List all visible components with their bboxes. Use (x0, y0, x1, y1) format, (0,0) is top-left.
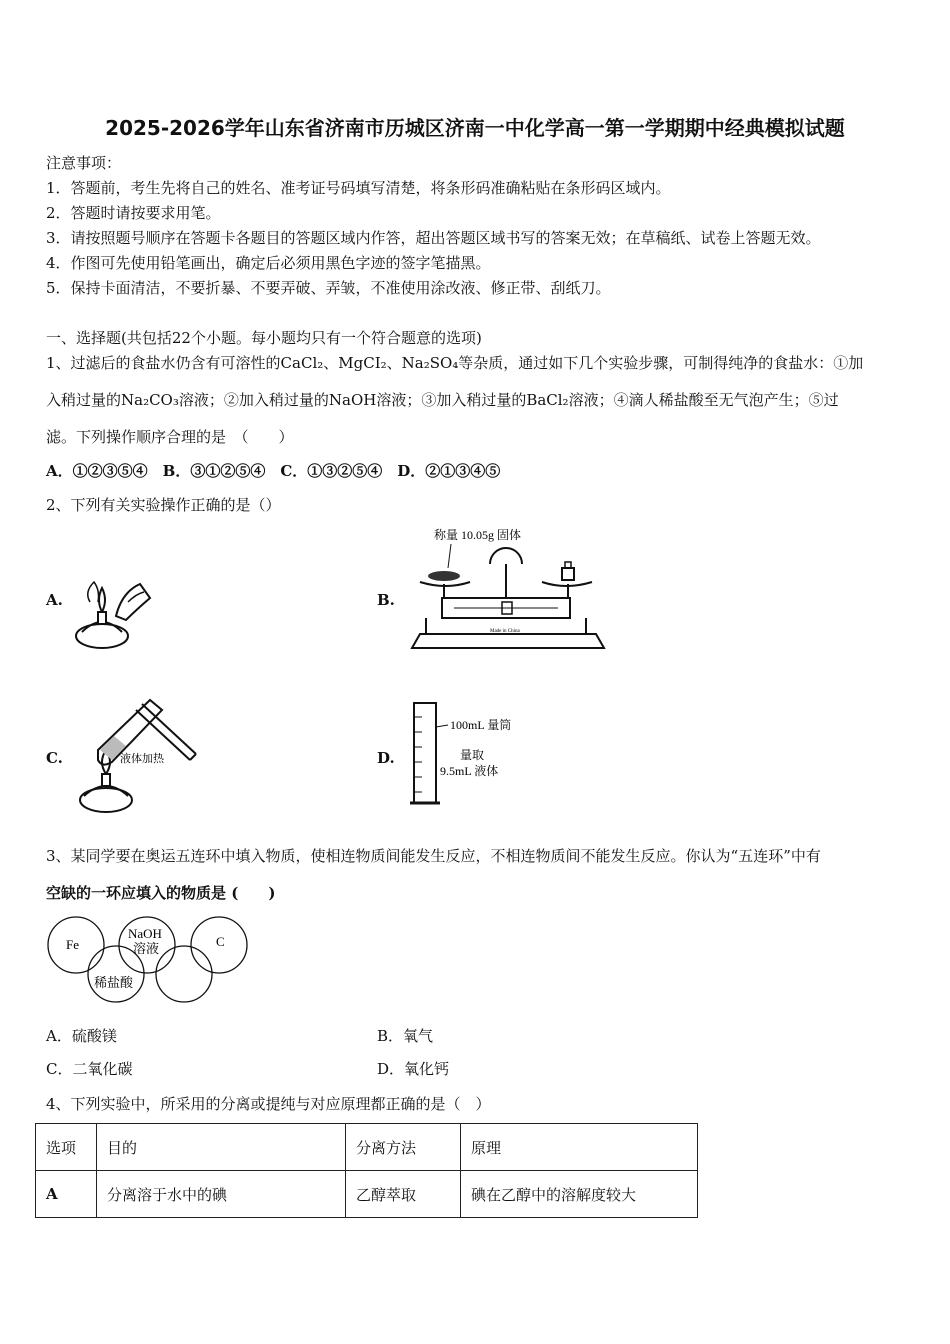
q2-option-a-label: A. (46, 591, 63, 609)
notice-item: 2．答题时请按要求用笔。 (46, 204, 221, 222)
q3-stem-line: 3、某同学要在奥运五连环中填入物质，使相连物质间能发生反应，不相连物质间不能发生反应。你认为“五连环”中有 (46, 847, 821, 865)
ring-hcl-label: 稀盐酸 (94, 975, 134, 990)
q1-options: A．①②③⑤④ B．③①②⑤④ C．①③②⑤④ D．②①③④⑤ (46, 462, 501, 480)
q2-option-d-label: D. (377, 749, 395, 767)
table-header-cell: 目的 (97, 1124, 346, 1171)
q3-stem-line: 空缺的一环应填入的物质是 ( ) (46, 884, 276, 902)
q3-option-a: A．硫酸镁 (46, 1027, 117, 1045)
cylinder-caption: 量取 (460, 748, 485, 762)
table-header-row (36, 1124, 698, 1171)
graduated-cylinder-figure (404, 697, 534, 809)
cylinder-caption: 100mL 量筒 (450, 718, 512, 732)
five-rings-figure (44, 914, 254, 1006)
ring-naoh-label: NaOH (128, 926, 162, 941)
heating-liquid-figure (70, 688, 202, 820)
heating-caption: 液体加热 (120, 753, 164, 765)
alcohol-lamp-lighting-figure (70, 572, 160, 654)
table-header-cell: 选项 (36, 1124, 97, 1171)
table-cell: A (36, 1171, 97, 1218)
table-cell: 乙醇萃取 (346, 1171, 461, 1218)
notice-item: 3．请按照题号顺序在答题卡各题目的答题区域内作答，超出答题区域书写的答案无效；在草稿纸、试卷上答题无效。 (46, 229, 821, 247)
q2-option-c-label: C. (46, 749, 63, 767)
notice-heading: 注意事项： (46, 154, 122, 172)
ring-c-label: C (216, 934, 225, 949)
table-header-cell: 分离方法 (346, 1124, 461, 1171)
balance-caption: 称量 10.05g 固体 (434, 528, 522, 542)
table-cell: 分离溶于水中的碘 (97, 1171, 346, 1218)
balance-maker-text: Made in China (490, 629, 520, 634)
table-row (36, 1171, 698, 1218)
q1-stem-line: 滤。下列操作顺序合理的是 （ ） (46, 428, 294, 446)
q1-stem-line: 入稍过量的Na₂CO₃溶液；②加入稍过量的NaOH溶液；③加入稍过量的BaCl₂溶液；④滴人稀盐酸至无气泡产生；⑤过 (46, 391, 839, 409)
q4-table (35, 1123, 698, 1218)
ring-fe-label: Fe (66, 937, 79, 952)
section-heading: 一、选择题(共包括22个小题。每小题均只有一个符合题意的选项) (46, 329, 482, 347)
notice-item: 5．保持卡面清洁，不要折暴、不要弄破、弄皱，不准使用涂改液、修正带、刮纸刀。 (46, 279, 611, 297)
q2-stem: 2、下列有关实验操作正确的是（） (46, 496, 281, 514)
table-header-cell: 原理 (461, 1124, 698, 1171)
q4-stem: 4、下列实验中，所采用的分离或提纯与对应原理都正确的是（ ） (46, 1095, 491, 1113)
q1-stem-line: 1、过滤后的食盐水仍含有可溶性的CaCl₂、MgCI₂、Na₂SO₄等杂质，通过如下几个实验步骤，可制得纯净的食盐水：①加 (46, 354, 864, 372)
table-cell: 碘在乙醇中的溶解度较大 (461, 1171, 698, 1218)
q3-option-c: C．二氧化碳 (46, 1060, 133, 1078)
balance-scale-figure (406, 524, 610, 654)
q3-option-b: B．氧气 (377, 1027, 434, 1045)
page-title: 2025-2026学年山东省济南市历城区济南一中化学高一第一学期期中经典模拟试题 (105, 116, 845, 140)
cylinder-caption: 9.5mL 液体 (440, 764, 499, 778)
q2-option-b-label: B. (377, 591, 395, 609)
notice-item: 4．作图可先使用铅笔画出，确定后必须用黑色字迹的签字笔描黑。 (46, 254, 491, 272)
q3-option-d: D．氧化钙 (377, 1060, 450, 1078)
ring-naoh-label: 溶液 (133, 941, 160, 956)
notice-item: 1．答题前，考生先将自己的姓名、准考证号码填写清楚，将条形码准确粘贴在条形码区域内。 (46, 179, 671, 197)
